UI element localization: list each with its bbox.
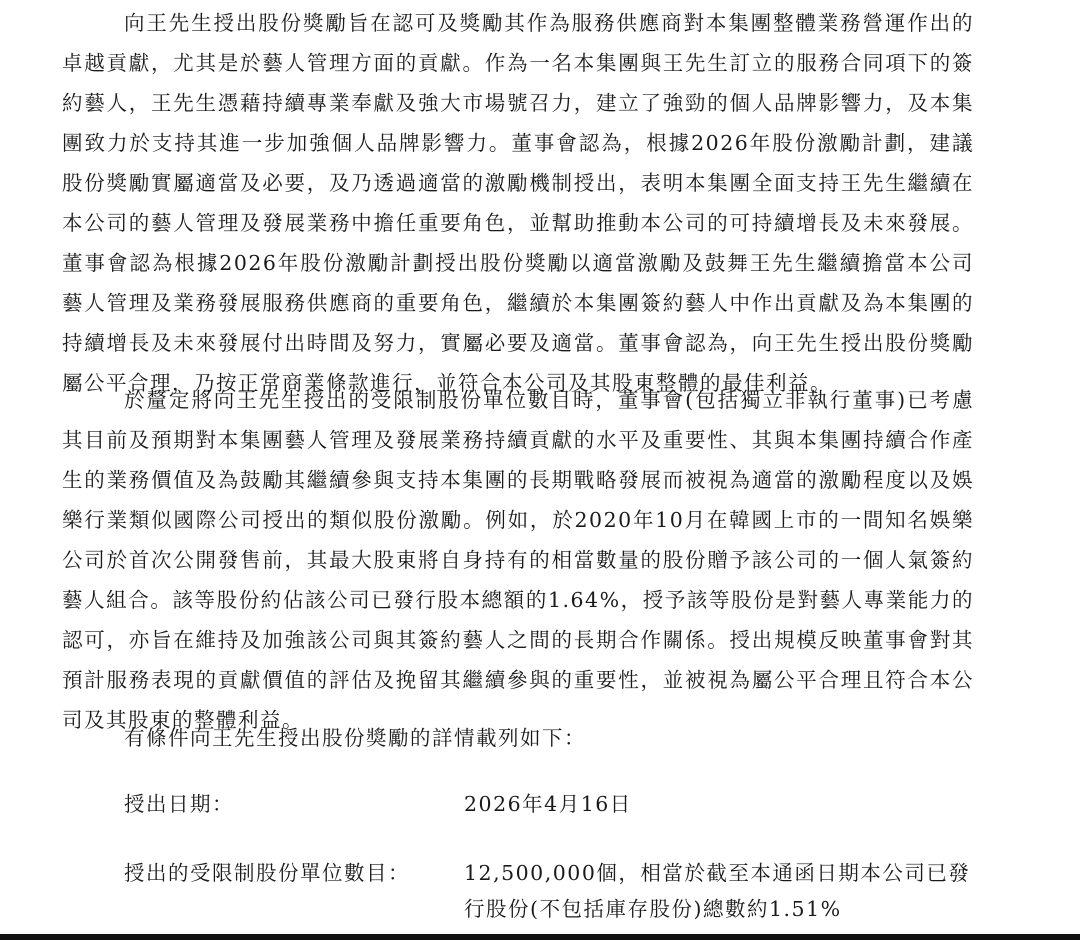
details-intro: 有條件向王先生授出股份獎勵的詳情載列如下： <box>124 726 586 750</box>
detail-value-rsu-count: 12,500,000個，相當於截至本通函日期本公司已發行股份(不包括庫存股份)總數約1.51% <box>464 861 971 921</box>
detail-label-grant-date: 授出日期： <box>124 792 234 816</box>
paragraph-share-award-rationale: 向王先生授出股份獎勵旨在認可及獎勵其作為服務供應商對本集團整體業務營運作出的卓越貢獻，尤其是於藝人管理方面的貢獻。作為一名本集團與王先生訂立的服務合同項下的簽約藝人，王先生憑藉持續專業奉獻及強大市場號召力，建立了強勁的個人品牌影響力，及本集團致力於支持其進一步加強個人品牌影響力。董事會認為，根據2026年股份激勵計劃，建議股份獎勵實屬適當及必要，及乃透過適當的激勵機制授出，表明本集團全面支持王先生繼續在本公司的藝人管理及發展業務中擔任重要角色，並幫助推動本公司的可持續增長及未來發展。董事會認為根據2026年股份激勵計劃授出股份獎勵以適當激勵及鼓舞王先生繼續擔當本公司藝人管理及業務發展服務供應商的重要角色，繼續於本集團簽約藝人中作出貢獻及為本集團的持續增長及未來發展付出時間及努力，實屬必要及適當。董事會認為，向王先生授出股份獎勵屬公平合理，乃按正常商業條款進行，並符合本公司及其股東整體的最佳利益。 <box>62 11 974 395</box>
bottom-edge-bar <box>0 934 1080 940</box>
detail-label-rsu-count: 授出的受限制股份單位數目： <box>124 861 410 885</box>
detail-value-grant-date: 2026年4月16日 <box>464 792 632 816</box>
paragraph-rsu-determination: 於釐定將向王先生授出的受限制股份單位數目時，董事會(包括獨立非執行董事)已考慮其目前及預期對本集團藝人管理及發展業務持續貢獻的水平及重要性、其與本集團持續合作產生的業務價值及為鼓勵其繼續參與支持本集團的長期戰略發展而被視為適當的激勵程度以及娛樂行業類似國際公司授出的類似股份激勵。例如，於2020年10月在韓國上市的一間知名娛樂公司於首次公開發售前，其最大股東將自身持有的相當數量的股份贈予該公司的一個人氣簽約藝人組合。該等股份約佔該公司已發行股本總額的1.64%，授予該等股份是對藝人專業能力的認可，亦旨在維持及加強該公司與其簽約藝人之間的長期合作關係。授出規模反映董事會對其預計服務表現的貢獻價值的評估及挽留其繼續參與的重要性，並被視為屬公平合理且符合本公司及其股東的整體利益。 <box>62 388 974 732</box>
